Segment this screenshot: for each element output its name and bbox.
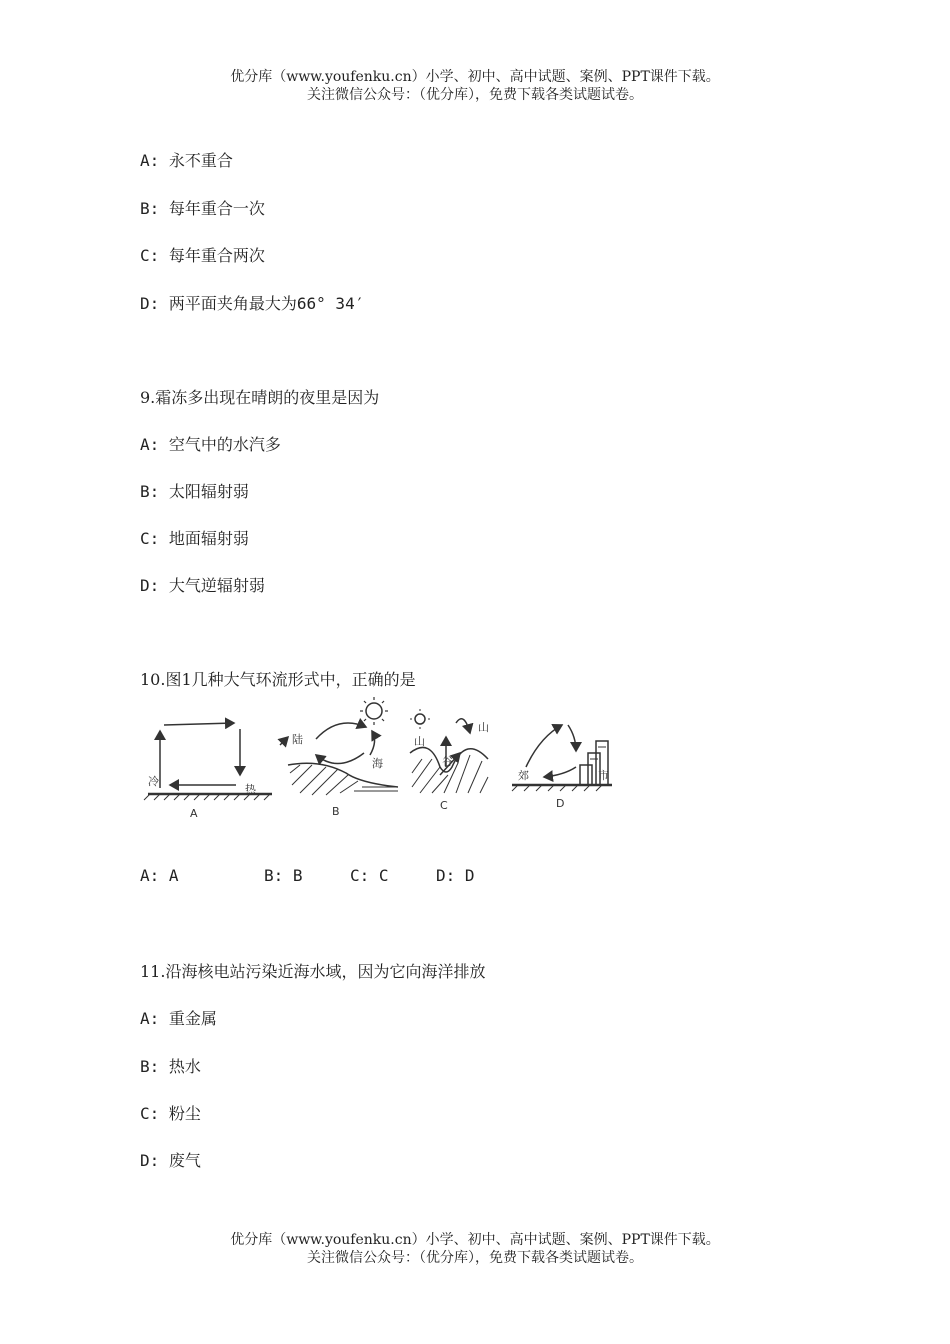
q8-option-a: A: 永不重合 bbox=[140, 151, 233, 170]
panel-label-c: C bbox=[440, 799, 448, 812]
q11-option-c: C: 粉尘 bbox=[140, 1104, 201, 1123]
page-header bbox=[0, 68, 950, 104]
label-cold: 冷 bbox=[148, 775, 159, 788]
label-sea: 海 bbox=[372, 757, 383, 770]
q10-choice-b: B: B bbox=[264, 866, 303, 885]
q10-choice-c: C: C bbox=[350, 866, 389, 885]
label-mountain-2: 山 bbox=[478, 721, 489, 734]
label-land: 陆 bbox=[292, 733, 303, 746]
q10-title: 10.图1几种大气环流形式中，正确的是 bbox=[140, 670, 416, 689]
label-valley: 谷 bbox=[442, 755, 453, 768]
label-mountain-1: 山 bbox=[414, 735, 425, 748]
q9-option-b: B: 太阳辐射弱 bbox=[140, 482, 249, 501]
q9-title: 9.霜冻多出现在晴朗的夜里是因为 bbox=[140, 388, 380, 407]
q8-option-c: C: 每年重合两次 bbox=[140, 246, 265, 265]
label-suburb: 郊 bbox=[518, 769, 529, 782]
page-footer bbox=[0, 1231, 950, 1267]
q9-option-a: A: 空气中的水汽多 bbox=[140, 435, 281, 454]
panel-label-a: A bbox=[190, 807, 198, 820]
q8-option-b: B: 每年重合一次 bbox=[140, 199, 265, 218]
q10-choice-a: A: A bbox=[140, 866, 179, 885]
q9-option-d: D: 大气逆辐射弱 bbox=[140, 576, 265, 595]
q11-option-b: B: 热水 bbox=[140, 1057, 201, 1076]
atmospheric-circulation-figure bbox=[140, 693, 620, 823]
footer-line-2: 关注微信公众号：（优分库），免费下载各类试题试卷。 bbox=[307, 1250, 643, 1266]
label-city: 市 bbox=[598, 769, 609, 782]
q11-title: 11.沿海核电站污染近海水域，因为它向海洋排放 bbox=[140, 962, 486, 981]
label-hot: 热 bbox=[245, 783, 256, 796]
q11-option-d: D: 废气 bbox=[140, 1151, 201, 1170]
header-line-2: 关注微信公众号：（优分库），免费下载各类试题试卷。 bbox=[307, 87, 643, 103]
header-line-1: 优分库（www.youfenku.cn）小学、初中、高中试题、案例、PPT课件下载。 bbox=[230, 69, 720, 85]
q10-choice-d: D: D bbox=[436, 866, 475, 885]
q11-option-a: A: 重金属 bbox=[140, 1009, 217, 1028]
q9-option-c: C: 地面辐射弱 bbox=[140, 529, 249, 548]
footer-line-1: 优分库（www.youfenku.cn）小学、初中、高中试题、案例、PPT课件下载。 bbox=[230, 1232, 720, 1248]
q8-option-d: D: 两平面夹角最大为66° 34′ bbox=[140, 294, 365, 313]
panel-c-diagram bbox=[410, 709, 488, 793]
panel-b-diagram bbox=[280, 697, 398, 795]
panel-label-d: D bbox=[556, 797, 565, 810]
panel-label-b: B bbox=[332, 805, 340, 818]
